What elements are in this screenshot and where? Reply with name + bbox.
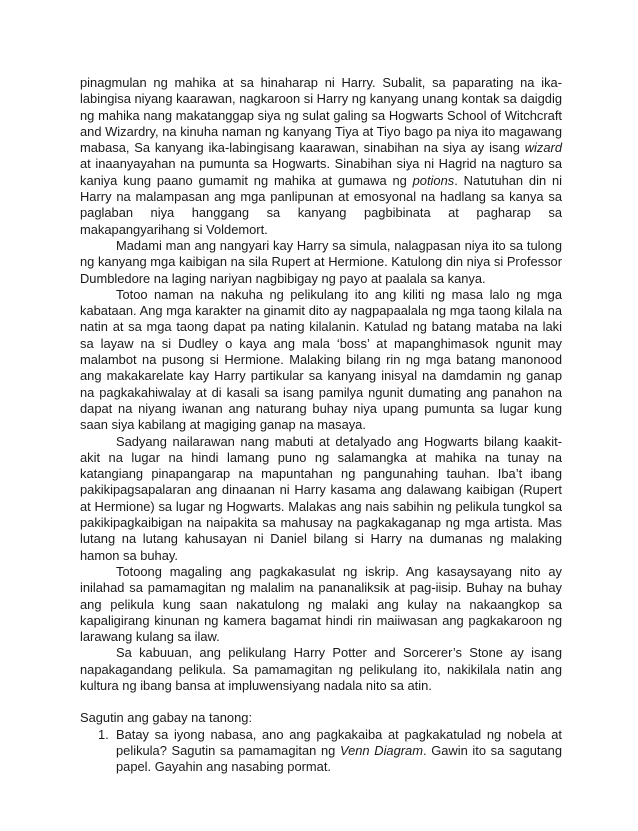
text-run: Totoong magaling ang pagkakasulat ng iskrip. Ang kasaysayang nito ay inilahad sa pamamagitan ng malalim na pananaliksik at pag-iisip. Buhay na buhay ang pelikula kung saan nakatulong ng malaki ang kulay na nakaangkop sa kapaligirang kinunan ng kamera bagamat hindi rin maiiwasan ang pagkakaroon ng larawang kulang sa ilaw. xyxy=(80,563,562,645)
paragraph xyxy=(80,287,562,434)
document-page xyxy=(80,75,562,775)
italic-term: Venn Diagram xyxy=(339,742,423,758)
body-text xyxy=(80,75,562,694)
text-run: pinagmulan ng mahika at sa hinaharap ni Harry. Subalit, sa paparating na ika-labingisa niyang kaarawan, nagkaroon si Harry ng kanyang unang kontak sa daigdig ng mahika nang makatanggap siya ng sulat galing sa Hogwarts School of Witchcraft and Wizardry, na kinuha naman ng kanyang Tiya at Tiyo bago pa niya ito magawang mabasa, Sa kanyang ika-labingisang kaarawan, sinabihan na siya ay isang xyxy=(80,75,562,156)
text-run: . Natutuhan din ni Harry na malampasan ang mga panlipunan at emosyonal na hadlang sa kanya sa paglaban niya hanggang sa kanyang pagbibinata at pagharap sa makapangyarihang si Voldemort. xyxy=(80,172,562,237)
text-run: Batay sa iyong nabasa, ano ang pagkakaiba at pagkakatulad ng nobela at pelikula? Sagutin sa pamamagitan ng xyxy=(116,726,562,758)
italic-term: potions xyxy=(412,172,455,188)
question-number: 1. xyxy=(98,726,109,742)
questions-list xyxy=(80,727,562,776)
italic-term: wizard xyxy=(524,140,562,156)
paragraph xyxy=(80,238,562,287)
question-text xyxy=(116,727,562,775)
questions-heading: Sagutin ang gabay na tanong: xyxy=(80,710,253,726)
text-run: Sa kabuuan, ang pelikulang Harry Potter and Sorcerer’s Stone ay isang napakagandang pelikula. Sa pamamagitan ng pelikulang ito, nakikilala natin ang kultura ng ibang bansa at impluwensiyang nadala nito sa atin. xyxy=(80,645,562,693)
text-run: Sadyang nailarawan nang mabuti at detalyado ang Hogwarts bilang kaakit-akit na lugar na hindi lamang puno ng salamangka at mahika na tunay na katangiang pinapangarap na mapuntahan ng pangunahing tauhan. Iba’t ibang pakikipagsapalaran ang dinaanan ni Harry kasama ang dalawang kaibigan (Rupert at Hermione) sa lugar ng Hogwarts. Malakas ang nais sabihin ng pelikula tungkol sa pakikipagkaibigan na naipakita sa mahusay na pagkakaganap ng mga artista. Mas lutang na lutang kahusayan ni Daniel bilang si Harry na dumanas ng malaking hamon sa buhay. xyxy=(80,433,562,563)
paragraph xyxy=(80,434,562,564)
paragraph xyxy=(80,645,562,694)
text-run: at inaanyayahan na pumunta sa Hogwarts. Sinabihan siya ni Hagrid na nagturo sa kaniya kung paano gumamit ng mahika at gumawa ng xyxy=(80,156,562,188)
text-run: Madami man ang nangyari kay Harry sa simula, nalagpasan niya ito sa tulong ng kanyang mga kaibigan na sila Rupert at Hermione. Katulong din niya si Professor Dumbledore na laging nariyan nagbibigay ng payo at paalala sa kanya. xyxy=(80,237,562,286)
paragraph xyxy=(80,75,562,238)
text-run: . Gawin ito sa sagutang papel. Gayahin ang nasabing pormat. xyxy=(116,742,562,775)
paragraph xyxy=(80,564,562,645)
text-run: Totoo naman na nakuha ng pelikulang ito ang kiliti ng masa lalo ng mga kabataan. Ang mga karakter na ginamit dito ay nagpapaalala ng mga taong kilala na natin at sa mga taong dapat pa nating kilalanin. Katulad ng batang mataba na laki sa layaw na si Dudley o kaya ang mala ‘boss’ at mapanghimasok ngunit may malambot na pusong si Hermione. Malaking bilang rin ng mga batang manonood ang makakarelate kay Harry partikular sa kanyang inisyal na damdamin ng ganap na pagkakahiwalay at di kasali sa isang pamilya ngunit dumating ang panahon na dapat na niyang iwanan ang naturang buhay niya upang pumunta sa lugar kung saan siya kabilang at magiging ganap na masaya. xyxy=(80,286,562,433)
question-item xyxy=(80,727,562,776)
spacer xyxy=(80,694,562,710)
